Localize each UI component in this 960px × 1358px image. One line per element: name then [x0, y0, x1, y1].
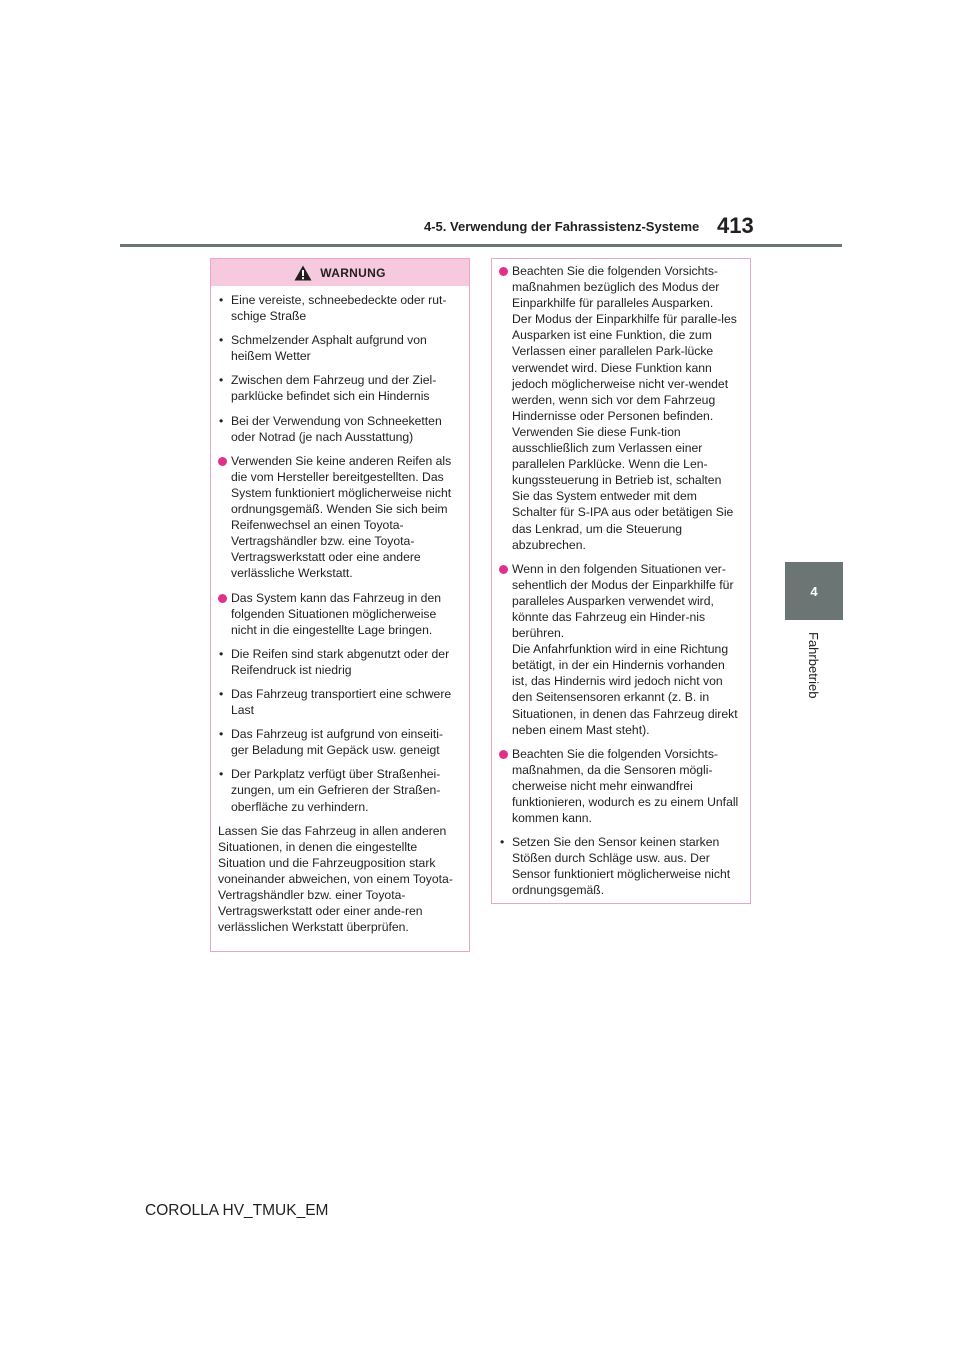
- header-divider: [120, 244, 842, 247]
- page-number: 413: [717, 213, 754, 238]
- caution-paragraph: [499, 263, 740, 553]
- caution-paragraph: [218, 453, 459, 582]
- list-item: • Setzen Sie den Sensor keinen starken Stößen durch Schläge usw. aus. Der Sensor funktioniert möglicherweise nicht ordnungsgemäß.: [499, 834, 740, 898]
- list-item: • Bei der Verwendung von Schneeketten oder Notrad (je nach Ausstattung): [218, 413, 459, 445]
- warning-panel-continued: [491, 258, 751, 904]
- caution-paragraph: [499, 746, 740, 826]
- warning-header: [211, 259, 469, 286]
- list-item: • Eine vereiste, schneebedeckte oder rut-schige Straße: [218, 292, 459, 324]
- list-item: • Die Reifen sind stark abgenutzt oder der Reifendruck ist niedrig: [218, 646, 459, 678]
- circle-bullet-icon: [499, 565, 508, 574]
- circle-bullet-icon: [218, 457, 227, 466]
- list-item: • Zwischen dem Fahrzeug und der Ziel-parklücke befindet sich ein Hindernis: [218, 372, 459, 404]
- caution-paragraph: [218, 590, 459, 638]
- circle-bullet-icon: [499, 267, 508, 276]
- model-code: COROLLA HV_TMUK_EM: [145, 1202, 329, 1219]
- chapter-number: 4: [810, 583, 818, 599]
- circle-bullet-icon: [499, 750, 508, 759]
- closing-paragraph: Lassen Sie das Fahrzeug in allen anderen Situationen, in denen die eingestellte Situation und die Fahrzeugposition stark voneinander abweichen, von einem Toyota-Vertragshändler bzw. einer Toyota-Vertragswerkstatt oder einer ande-ren verlässlichen Werkstatt überprüfen.: [218, 823, 453, 935]
- list-item: • Schmelzender Asphalt aufgrund von heißem Wetter: [218, 332, 459, 364]
- warning-title: WARNUNG: [320, 265, 386, 280]
- caution-text: Wenn in den folgenden Situationen ver-sehentlich der Modus der Einparkhilfe für paralleles Ausparken verwendet wird, könnte das Fahrzeug ein Hinder-nis berühren. Die Anfahrfunktion wird in eine Richtung betätigt, in der ein Hindernis vorhanden ist, das Hindernis wird jedoch nicht von den Seitensensoren erkannt (z. B. in Situationen, in denen das Fahrzeug direkt neben einem Mast steht).: [512, 561, 738, 737]
- list-item: • Das Fahrzeug ist aufgrund von einseiti-ger Beladung mit Gepäck usw. geneigt: [218, 726, 459, 758]
- list-item: • Der Parkplatz verfügt über Straßenhei-zungen, um ein Gefrieren der Straßen-oberfläche zu verhindern.: [218, 766, 459, 814]
- caution-text: Das System kann das Fahrzeug in den folgenden Situationen möglicherweise nicht in die eingestellte Lage bringen.: [231, 590, 442, 637]
- warning-triangle-icon: [294, 265, 312, 281]
- warning-content-left: [211, 286, 469, 935]
- caution-text: Verwenden Sie keine anderen Reifen als die vom Hersteller bereitgestellten. Das System funktioniert möglicherweise nicht ordnungsgemäß. Wenden Sie sich beim Reifenwechsel an einen Toyota-Vertragshändler bzw. eine Toyota-Vertragswerkstatt oder eine andere verlässliche Werkstatt.: [231, 453, 452, 581]
- warning-panel: [210, 258, 470, 952]
- chapter-label: Fahrbetrieb: [806, 632, 821, 699]
- section-title: 4-5. Verwendung der Fahrassistenz-Systeme: [424, 219, 700, 234]
- circle-bullet-icon: [218, 594, 227, 603]
- warning-content-right: [492, 259, 750, 899]
- caution-text: Beachten Sie die folgenden Vorsichts-maßnahmen bezüglich des Modus der Einparkhilfe für paralleles Ausparken. Der Modus der Einparkhilfe für paralle-les Ausparken ist eine Funktion, die zum Verlassen einer parallelen Park-lücke verwendet wird. Diese Funktion kann jedoch möglicherweise nicht ver-wendet werden, wenn sich vor dem Fahrzeug Hindernisse oder Personen befinden. Verwenden Sie diese Funk-tion ausschließlich zum Verlassen einer parallelen Parklücke. Wenn die Len-kungssteuerung in Betrieb ist, schalten Sie das System entweder mit dem Schalter für S-IPA aus oder betätigen Sie das Lenkrad, um die Steuerung abzubrechen.: [512, 264, 737, 552]
- caution-paragraph: [499, 561, 740, 738]
- chapter-tab: [785, 562, 843, 620]
- caution-text: Beachten Sie die folgenden Vorsichts-maßnahmen, da die Sensoren mögli-cherweise nicht mehr einwandfrei funktionieren, wodurch es zu einem Unfall kommen kann.: [512, 746, 739, 826]
- list-item: • Das Fahrzeug transportiert eine schwere Last: [218, 686, 459, 718]
